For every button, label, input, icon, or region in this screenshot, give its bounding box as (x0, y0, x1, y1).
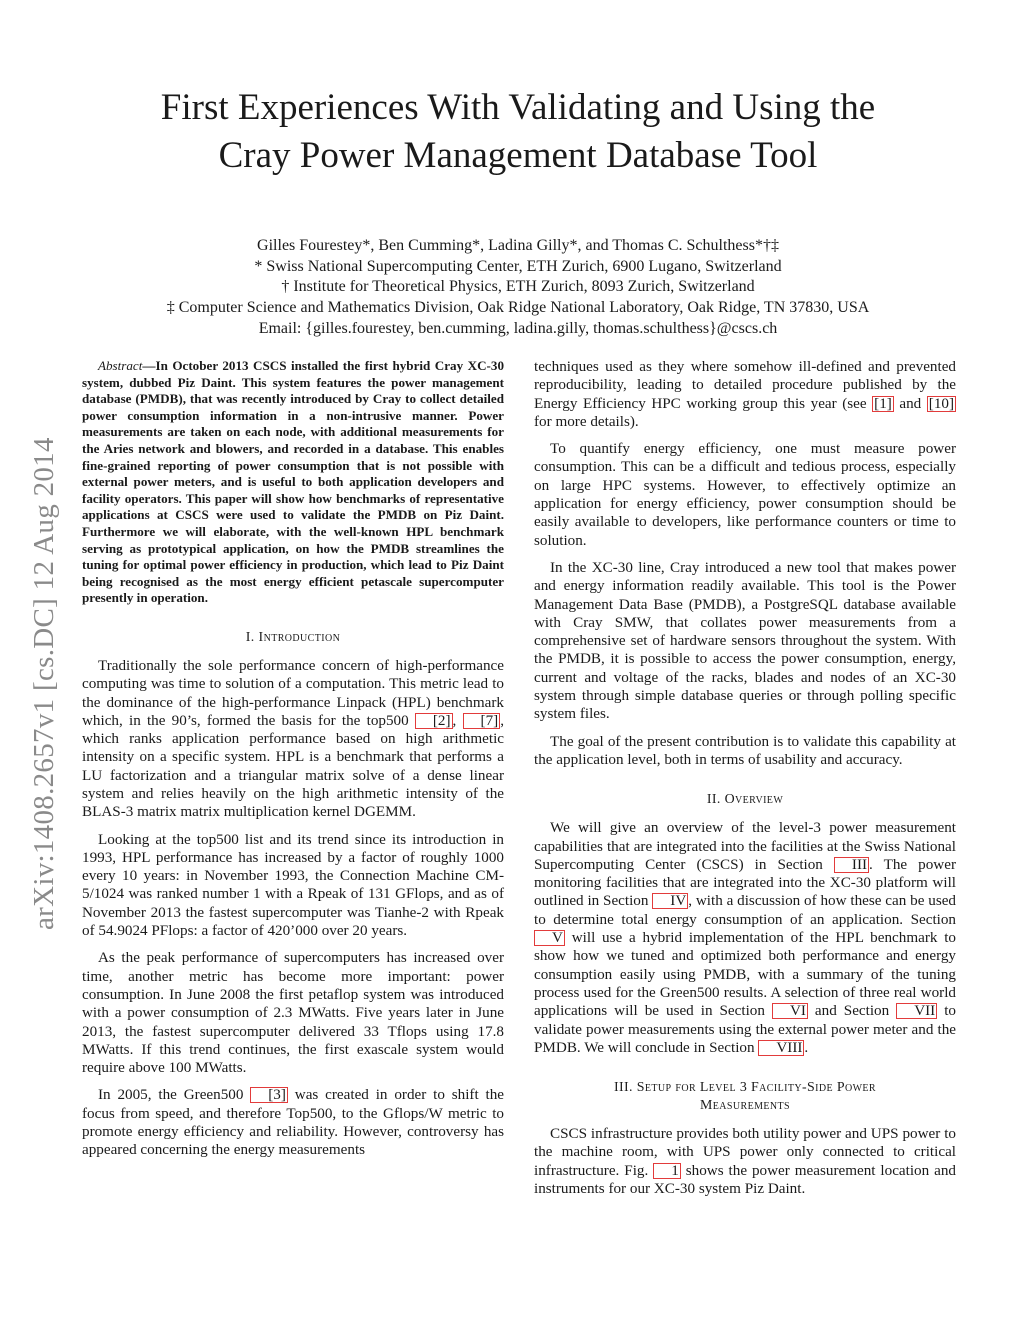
section-heading-setup: III. Setup for Level 3 Facility-Side Power Measurements (613, 1080, 877, 1114)
author-block (60, 236, 976, 340)
section-link[interactable]: VII (896, 1003, 937, 1019)
author-list: Gilles Fourestey*, Ben Cumming*, Ladina Gilly*, and Thomas C. Schulthess*†‡ (257, 237, 779, 254)
abstract-label: Abstract (98, 358, 143, 373)
paper-title (80, 84, 956, 180)
figure-link[interactable]: 1 (653, 1163, 681, 1179)
citation-link[interactable]: [10] (928, 394, 955, 412)
section-heading-introduction: I. Introduction (245, 629, 341, 645)
abstract-text: —In October 2013 CSCS installed the first hybrid Cray XC-30 system, dubbed Piz Daint. This system features the power management database (PMDB), that was recently introduced by Cray to collect detailed power consumption information in a non-intrusive manner. Power measurements are taken on each node, with additional measurements for the Aries network and blowers, and recorded in a database. This enables fine-grained reporting of power consumption that is not possible with external power meters, and is useful to both application developers and facility operators. This paper will show how benchmarks of representative applications at CSCS were used to validate the PMDB on Piz Daint. Furthermore we will elaborate, with the well-known HPL benchmark serving as prototypical application, on how the PMDB streamlines the tuning for optimal power efficiency in production, which lead to Piz Daint being recognised as the most energy efficient petascale supercomputer presently in operation. (82, 358, 504, 606)
abstract (82, 358, 504, 607)
paragraph: Traditionally the sole performance concern of high-performance computing was time to solution of a computation. This metric lead to the dominance of the high-performance Linpack (HPL) benchmark which, in the 90’s, formed the basis for the top500 [2] , [7] , which ranks application performance based on high arithmetic intensity on a specific system. HPL is a benchmark that performs a LU factorization and a triangular matrix solve of a dense linear system and relies heavily on the high arithmetic intensity of the BLAS-3 matrix matrix multiplication kernel DGEMM. (82, 656, 504, 821)
paragraph: Looking at the top500 list and its trend since its introduction in 1993, HPL performance has increased by a factor of roughly 1000 every 10 years: in November 1993, the Connection Machine CM-5/1024 was ranked number 1 with a Rpeak of 131 GFlops, and as of November 2013 the fastest supercomputer was Tianhe-2 with Rpeak of 54.9024 PFlops: a factor of 420’000 over 20 years. (82, 830, 504, 940)
paragraph: The goal of the present contribution is to validate this capability at the application level, both in terms of usability and accuracy. (534, 732, 956, 768)
section-link[interactable]: IV (652, 893, 688, 909)
section-heading-overview: II. Overview (706, 792, 784, 808)
right-column (534, 358, 956, 1198)
section-link[interactable]: V (534, 930, 565, 946)
section-link[interactable]: VIII (758, 1040, 804, 1056)
arxiv-watermark: arXiv:1408.2657v1 [cs.DC] 12 Aug 2014 (28, 437, 60, 930)
paragraph: As the peak performance of supercomputers has increased over time, another metric has become more important: power consumption. In June 2008 the first petaflop system was introduced with a power consumption of 2.3 MWatts. Five years later in June 2013, the fastest supercomputer delivered 33 Tflops using 17.8 MWatts. If this trend continues, the first exascale system would require above 100 MWatts. (82, 949, 504, 1077)
title-line-2: Cray Power Management Database Tool (218, 135, 818, 176)
citation-link[interactable]: [1] (874, 394, 892, 412)
citation-link[interactable]: [7] (463, 713, 501, 729)
paragraph: techniques used as they where somehow ill-defined and prevented reproducibility, leading to detailed procedure published by the Energy Efficiency HPC working group this year (see [1] and [10] for more details). (534, 358, 956, 430)
paragraph: In the XC-30 line, Cray introduced a new tool that makes power and energy information readily available. This tool is the Power Management Data Base (PMDB), a PostgreSQL database available with Cray SMW, that collates power measurements from a comprehensive set of hardware sensors throughout the system. With the PMDB, it is possible to access the power consumption, energy, current and voltage of the racks, blades and nodes of an XC-30 system through simple database queries or through polling specific system files. (534, 558, 956, 723)
affiliation-ornl: ‡ Computer Science and Mathematics Division, Oak Ridge National Laboratory, Oak Ridge, TN 37830, USA (166, 299, 870, 317)
paragraph: To quantify energy efficiency, one must measure power consumption. This can be a difficult and tedious process, especially on large HPC systems. However, to effectively optimize an application for energy efficiency, power consumption should be easily available to developers, like performance counters or time to solution. (534, 440, 956, 549)
section-link[interactable]: VI (772, 1003, 808, 1019)
affiliation-eth: † Institute for Theoretical Physics, ETH Zurich, 8093 Zurich, Switzerland (281, 278, 755, 296)
paragraph: CSCS infrastructure provides both utility power and UPS power to the machine room, with UPS power only connected to critical infrastructure. Fig. 1 shows the power measurement location and instruments for our XC-30 system Piz Daint. (534, 1125, 956, 1197)
affiliation-cscs: * Swiss National Supercomputing Center, ETH Zurich, 6900 Lugano, Switzerland (254, 257, 782, 275)
left-column (82, 358, 504, 1160)
citation-link[interactable]: [3] (250, 1087, 288, 1103)
paragraph: We will give an overview of the level-3 power measurement capabilities that are integrated into the facilities at the Swiss National Supercomputing Center (CSCS) in Section III . The power monitoring facilities that are integrated into the XC-30 platform will outlined in Section IV , with a discussion of how these can be used to determine total energy consumption of an application. Section V will use a hybrid implementation of the HPL benchmark to show how we tuned and optimized both performance and energy consumption easily using PMDB, with a summary of the tuning process used for the Green500 results. A selection of three real world applications will be used in Section VI and Section VII to validate power measurements using the external power meter and the PMDB. We will conclude in Section VIII . (534, 819, 957, 1056)
citation-link[interactable]: [2] (415, 713, 453, 729)
title-line-1: First Experiences With Validating and Using the (160, 87, 876, 128)
author-emails: Email: {gilles.fourestey, ben.cumming, ladina.gilly, thomas.schulthess}@cscs.ch (258, 319, 778, 337)
paragraph: In 2005, the Green500 [3] was created in order to shift the focus from speed, and therefore Top500, to the Gflops/W metric to promote energy efficiency and reliability. However, controversy has appeared concerning the energy measurements (82, 1086, 505, 1159)
section-link[interactable]: III (834, 857, 869, 873)
